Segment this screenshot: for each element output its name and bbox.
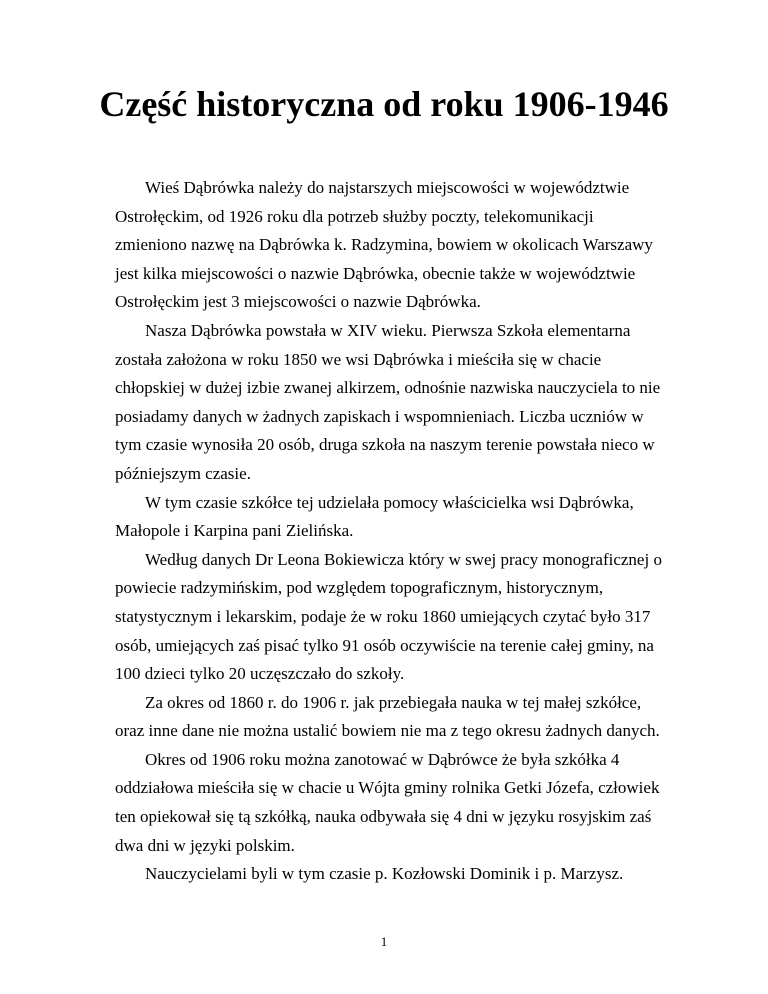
text-line: Nauczycielami byli w tym czasie p. Kozłowski Dominik i p. Marzysz. xyxy=(145,864,624,884)
text-line: dwa dni w języki polskim. xyxy=(115,835,295,855)
body-text xyxy=(115,174,675,889)
text-line: ten opiekował się tą szkółką, nauka odbywała się 4 dni w języku rosyjskim zaś xyxy=(115,807,652,827)
text-line: Okres od 1906 roku można zanotować w Dąbrówce że była szkółka 4 xyxy=(145,749,620,769)
text-line: Nasza Dąbrówka powstała w XIV wieku. Pierwsza Szkoła elementarna xyxy=(145,320,631,340)
text-line: Ostrołęckim jest 3 miejscowości o nazwie Dąbrówka. xyxy=(115,292,481,312)
text-line: Według danych Dr Leona Bokiewicza który w swej pracy monograficznej o xyxy=(145,549,662,569)
text-line: Ostrołęckim, od 1926 roku dla potrzeb służby poczty, telekomunikacji xyxy=(115,206,594,226)
text-line: Małopole i Karpina pani Zielińska. xyxy=(115,521,354,541)
text-line: osób, umiejących zaś pisać tylko 91 osób oczywiście na terenie całej gminy, na xyxy=(115,635,654,655)
text-line: Za okres od 1860 r. do 1906 r. jak przebiegała nauka w tej małej szkółce, xyxy=(145,692,642,712)
page-number: 1 xyxy=(380,934,388,949)
text-line: 100 dzieci tylko 20 uczęszczało do szkoły. xyxy=(115,664,405,684)
text-line: chłopskiej w dużej izbie zwanej alkirzem, odnośnie nazwiska nauczyciela to nie xyxy=(115,378,661,398)
text-line: tym czasie wynosiła 20 osób, druga szkoła na naszym terenie powstała nieco w xyxy=(115,435,655,455)
text-line: oraz inne dane nie można ustalić bowiem nie ma z tego okresu żadnych danych. xyxy=(115,721,660,741)
text-line: zmieniono nazwę na Dąbrówka k. Radzymina, bowiem w okolicach Warszawy xyxy=(115,235,653,255)
text-line: została założona w roku 1850 we wsi Dąbrówka i mieściła się w chacie xyxy=(115,349,602,369)
text-line: Wieś Dąbrówka należy do najstarszych miejscowości w województwie xyxy=(145,178,630,197)
page-title: Część historyczna od roku 1906-1946 xyxy=(99,84,669,124)
text-line: jest kilka miejscowości o nazwie Dąbrówka, obecnie także w województwie xyxy=(115,263,636,283)
text-line: powiecie radzymińskim, pod względem topograficznym, historycznym, xyxy=(115,578,604,598)
text-line: późniejszym czasie. xyxy=(115,463,251,483)
text-line: posiadamy danych w żadnych zapiskach i wspomnieniach. Liczba uczniów w xyxy=(115,406,644,426)
text-line: W tym czasie szkółce tej udzielała pomocy właścicielka wsi Dąbrówka, xyxy=(145,492,634,512)
text-line: oddziałowa mieściła się w chacie u Wójta gminy rolnika Getki Józefa, człowiek xyxy=(115,778,660,798)
text-line: statystycznym i lekarskim, podaje że w roku 1860 umiejących czytać było 317 xyxy=(115,606,651,626)
